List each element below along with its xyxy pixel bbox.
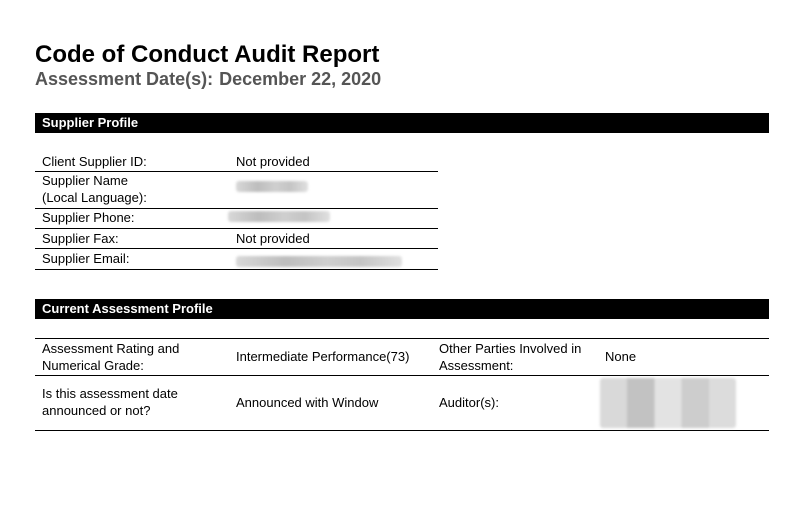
- auditors-redacted: [600, 378, 736, 428]
- supplier-name-redacted: [236, 181, 308, 192]
- supplier-fax-value: Not provided: [236, 231, 310, 246]
- client-supplier-id-label: Client Supplier ID:: [42, 154, 147, 169]
- other-parties-label: Other Parties Involved in Assessment:: [439, 341, 582, 373]
- auditors-label: Auditor(s):: [439, 395, 499, 410]
- client-supplier-id-value: Not provided: [236, 154, 310, 169]
- current-assessment-header: Current Assessment Profile: [35, 299, 769, 319]
- supplier-phone-label: Supplier Phone:: [42, 210, 135, 225]
- other-parties-value: None: [605, 349, 637, 364]
- announced-label: Is this assessment date announced or not?: [42, 386, 178, 418]
- supplier-email-label: Supplier Email:: [42, 251, 130, 266]
- supplier-name-label: Supplier Name (Local Language):: [42, 173, 147, 205]
- supplier-fax-label: Supplier Fax:: [42, 231, 119, 246]
- assessment-date-line: [35, 69, 381, 90]
- supplier-profile-header: Supplier Profile: [35, 113, 769, 133]
- assessment-date-label: Assessment Date(s):: [35, 69, 214, 89]
- announced-value: Announced with Window: [236, 395, 379, 410]
- supplier-email-redacted: [236, 256, 402, 267]
- rating-label: Assessment Rating and Numerical Grade:: [42, 341, 180, 373]
- assessment-date-value: December 22, 2020: [219, 69, 382, 89]
- supplier-phone-redacted: [228, 211, 330, 222]
- report-title: Code of Conduct Audit Report: [35, 41, 380, 68]
- rating-value: Intermediate Performance(73): [236, 349, 410, 364]
